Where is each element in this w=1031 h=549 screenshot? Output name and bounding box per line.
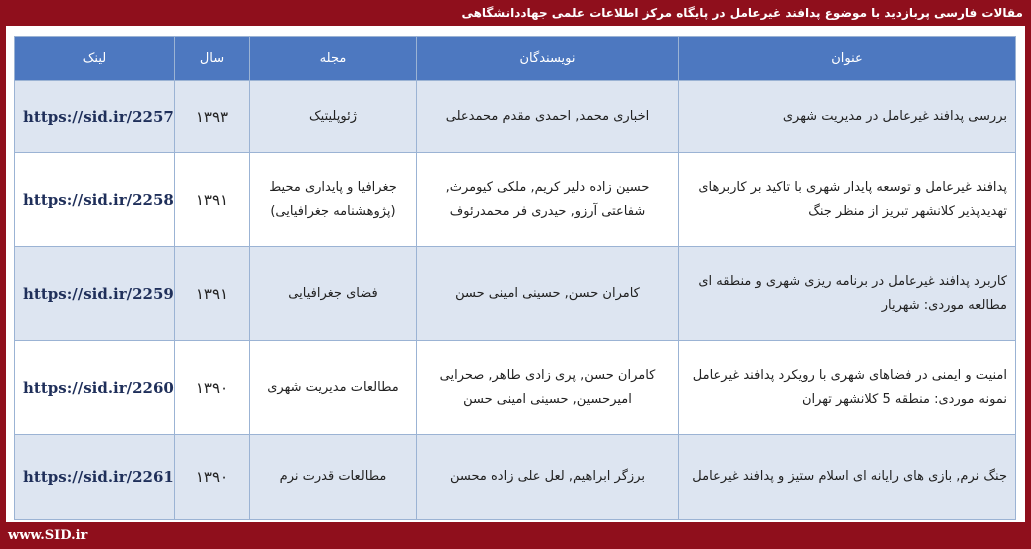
article-title: جنگ نرم, بازی های رایانه ای اسلام ستیز و پدافند غیرعامل (679, 435, 1016, 520)
article-link[interactable]: https://sid.ir/2259 (15, 247, 175, 341)
footer-site-url[interactable]: www.SID.ir (8, 528, 88, 543)
article-authors: اخباری محمد, احمدی مقدم محمدعلی (417, 81, 679, 153)
table-row (15, 153, 1016, 247)
article-journal: ژئوپلیتیک (250, 81, 417, 153)
article-link[interactable]: https://sid.ir/2257 (15, 81, 175, 153)
article-year: ۱۳۹۱ (175, 247, 250, 341)
article-link[interactable]: https://sid.ir/2260 (15, 341, 175, 435)
article-authors: کامران حسن, پری زادی طاهر, صحرایی امیرحسین, حسینی امینی حسن (417, 341, 679, 435)
article-journal: مطالعات قدرت نرم (250, 435, 417, 520)
article-title: پدافند غیرعامل و توسعه پایدار شهری با تاکید بر کاربرهای تهدیدپذیر کلانشهر تبریز از منظر جنگ (679, 153, 1016, 247)
column-header-authors: نویسندگان (417, 37, 679, 81)
article-authors: برزگر ابراهیم, لعل علی زاده محسن (417, 435, 679, 520)
article-title: کاربرد پدافند غیرعامل در برنامه ریزی شهری و منطقه ای مطالعه موردی: شهریار (679, 247, 1016, 341)
article-link[interactable]: https://sid.ir/2258 (15, 153, 175, 247)
article-year: ۱۳۹۱ (175, 153, 250, 247)
page-header-title: مقالات فارسی پربازدید با موضوع پدافند غیرعامل در پایگاه مرکز اطلاعات علمی جهاددانشگاهی (461, 6, 1023, 20)
table-row (15, 341, 1016, 435)
articles-panel (6, 26, 1025, 522)
column-header-title: عنوان (679, 37, 1016, 81)
article-journal: فضای جغرافیایی (250, 247, 417, 341)
column-header-journal: مجله (250, 37, 417, 81)
article-year: ۱۳۹۰ (175, 435, 250, 520)
article-title: بررسی پدافند غیرعامل در مدیریت شهری (679, 81, 1016, 153)
article-year: ۱۳۹۳ (175, 81, 250, 153)
column-header-year: سال (175, 37, 250, 81)
article-link[interactable]: https://sid.ir/2261 (15, 435, 175, 520)
column-header-link: لینک (15, 37, 175, 81)
table-row (15, 435, 1016, 520)
table-row (15, 247, 1016, 341)
article-journal: جغرافیا و پایداری محیط (پژوهشنامه جغرافیایی) (250, 153, 417, 247)
table-header-row (15, 37, 1016, 81)
table-row (15, 81, 1016, 153)
article-authors: حسین زاده دلیر کریم, ملکی کیومرث, شفاعتی آرزو, حیدری فر محمدرئوف (417, 153, 679, 247)
article-title: امنیت و ایمنی در فضاهای شهری با رویکرد پدافند غیرعامل نمونه موردی: منطقه 5 کلانشهر تهران (679, 341, 1016, 435)
article-year: ۱۳۹۰ (175, 341, 250, 435)
article-authors: کامران حسن, حسینی امینی حسن (417, 247, 679, 341)
article-journal: مطالعات مدیریت شهری (250, 341, 417, 435)
articles-table (14, 36, 1016, 520)
